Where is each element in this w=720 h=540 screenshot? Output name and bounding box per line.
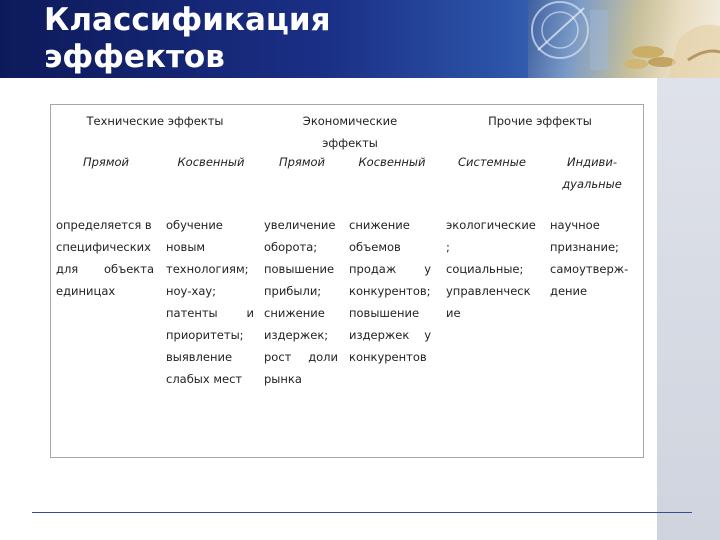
cell-line: снижение (349, 218, 410, 232)
cell-line: ; (446, 240, 450, 254)
cell-line: рынка (264, 372, 302, 386)
header-economic-effects (262, 110, 438, 154)
cell-line: повышение (349, 306, 420, 320)
subheader-tech-direct: Прямой (82, 155, 130, 169)
cell-line: единицах (56, 284, 116, 298)
cell-line: конкурентов; (349, 284, 431, 298)
cell-line: издержек; (264, 328, 329, 342)
cell-line: определяется в (56, 218, 152, 232)
cell-tech-indirect (166, 214, 254, 390)
right-decorative-strip (657, 78, 720, 540)
cell-line: технологиям; (166, 262, 249, 276)
subheader-econ-indirect: Косвенный (358, 155, 426, 169)
cell-line (264, 346, 338, 368)
cell-line: специфических (56, 240, 151, 254)
header-economic-line-1: Экономические (302, 114, 398, 128)
cell-line: обучение (166, 218, 223, 232)
cell-word: доли (308, 350, 338, 364)
cell-line: управленческ (446, 284, 531, 298)
header-economic-line-2: эффекты (322, 136, 378, 150)
cell-line: снижение (264, 306, 325, 320)
cell-tech-direct (56, 214, 154, 302)
cell-line: дение (550, 284, 588, 298)
cell-econ-indirect (349, 214, 431, 368)
cell-line: самоутверж- (550, 262, 629, 276)
cell-line (349, 258, 431, 280)
cell-line: экологические (446, 218, 536, 232)
cell-line: выявление (166, 350, 233, 364)
cell-line: прибыли; (264, 284, 322, 298)
slide-title-line-1: Классификация (44, 2, 331, 38)
cell-word: у (424, 328, 431, 342)
header-photo-graphic (528, 0, 720, 78)
subheader-individual-line-2: дуальные (562, 177, 622, 191)
cell-line: оборота; (264, 240, 318, 254)
cell-line (166, 302, 254, 324)
cell-line (349, 324, 431, 346)
cell-word: объекта (103, 262, 154, 276)
cell-line: конкурентов (349, 350, 427, 364)
slide-title (44, 2, 330, 76)
cell-line: научное (550, 218, 600, 232)
subheader-tech-indirect: Косвенный (177, 155, 245, 169)
cell-line: ие (446, 306, 461, 320)
cell-word: продаж (349, 262, 397, 276)
bottom-divider (32, 512, 692, 513)
cell-word: издержек (349, 328, 410, 342)
cell-individual (550, 214, 638, 302)
cell-line: повышение (264, 262, 335, 276)
header-photo (528, 0, 720, 78)
cell-econ-direct (264, 214, 338, 390)
subheader-systemic: Системные (458, 155, 526, 169)
cell-line: увеличение (264, 218, 336, 232)
cell-line (56, 258, 154, 280)
cell-line: признание; (550, 240, 619, 254)
subheader-individual-line-1: Индиви- (567, 155, 617, 169)
cell-line: объемов (349, 240, 401, 254)
header-technical-effects: Технические эффекты (86, 114, 224, 128)
header-other-effects: Прочие эффекты (488, 114, 592, 128)
slide-title-line-2: эффектов (44, 39, 225, 75)
cell-systemic (446, 214, 542, 324)
cell-line: новым (166, 240, 206, 254)
subheader-econ-direct: Прямой (278, 155, 326, 169)
cell-word: патенты (166, 306, 218, 320)
cell-line: ноу-хау; (166, 284, 217, 298)
cell-line: слабых мест (166, 372, 243, 386)
cell-line: приоритеты; (166, 328, 244, 342)
cell-word: рост (264, 350, 292, 364)
cell-word: для (56, 262, 79, 276)
cell-line: социальные; (446, 262, 524, 276)
cell-word: и (246, 306, 254, 320)
subheader-individual (546, 151, 638, 195)
cell-word: у (424, 262, 431, 276)
